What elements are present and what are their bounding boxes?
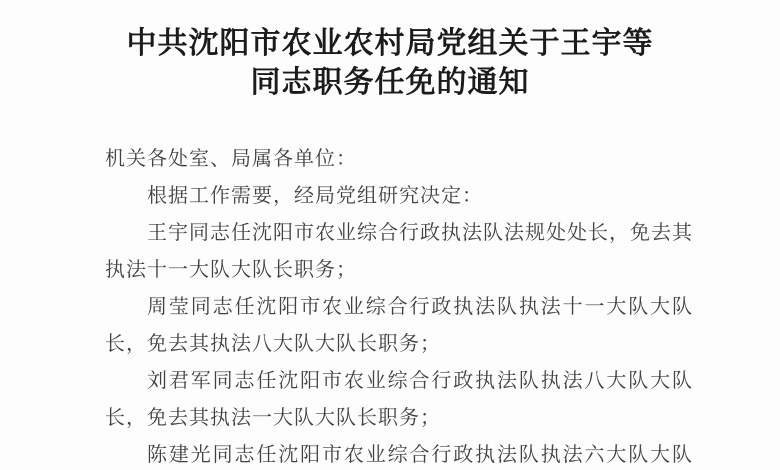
body-line: 长，免去其执法一大队大队长职务； bbox=[105, 407, 441, 429]
notice-title bbox=[0, 24, 780, 102]
salutation-line: 机关各处室、局属各单位： bbox=[105, 148, 357, 170]
notice-title-line1: 中共沈阳市农业农村局党组关于王宇等 bbox=[126, 27, 654, 60]
body-line: 王宇同志任沈阳市农业综合行政执法队法规处处长，免去其 bbox=[147, 222, 693, 244]
notice-body bbox=[105, 141, 693, 470]
body-line: 周莹同志任沈阳市农业综合行政执法队执法十一大队大队 bbox=[147, 296, 693, 318]
body-line: 陈建光同志任沈阳市农业综合行政执法队执法六大队大队 bbox=[147, 444, 693, 466]
body-line: 长，免去其执法八大队大队长职务； bbox=[105, 333, 441, 355]
notice-title-line2: 同志职务任免的通知 bbox=[250, 66, 530, 99]
body-line: 根据工作需要，经局党组研究决定： bbox=[147, 185, 483, 207]
body-line: 执法十一大队大队长职务； bbox=[105, 259, 357, 281]
body-line: 刘君军同志任沈阳市农业综合行政执法队执法八大队大队 bbox=[147, 370, 693, 392]
